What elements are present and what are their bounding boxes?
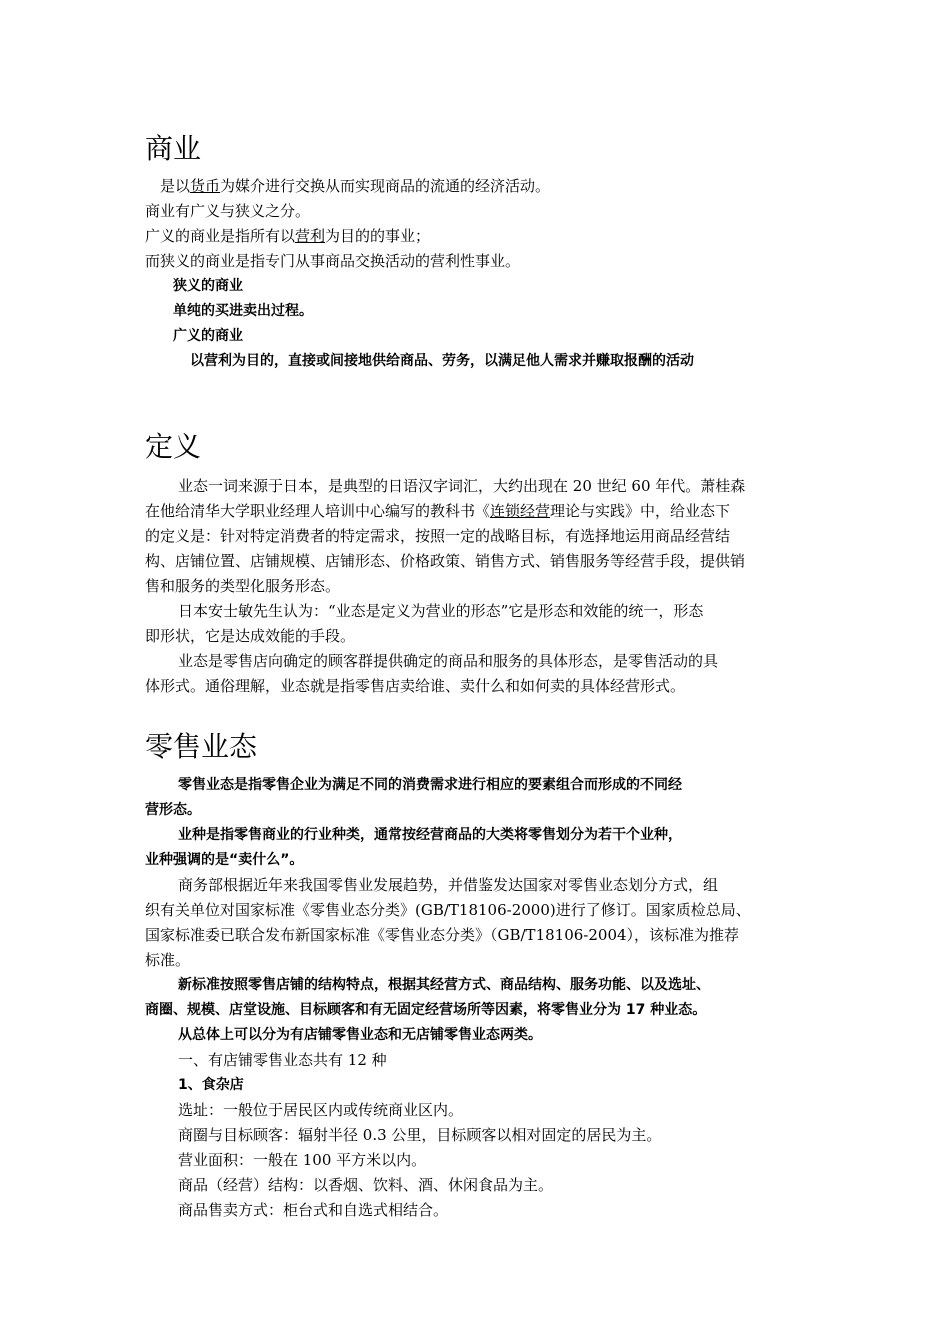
narrow-commerce-title: 狭义的商业 bbox=[173, 278, 243, 294]
store-formats-heading: 一、有店铺零售业态共有 12 种 bbox=[178, 1051, 387, 1069]
commerce-line-4: 而狭义的商业是指专门从事商品交换活动的营利性事业。 bbox=[145, 252, 521, 270]
retail-bold-1-line-1: 零售业态是指零售企业为满足不同的消费需求进行相应的要素组合而形成的不同经 bbox=[178, 777, 682, 793]
grocery-detail-sales-method: 商品售卖方式：柜台式和自选式相结合。 bbox=[178, 1201, 449, 1219]
section-title-commerce: 商业 bbox=[145, 132, 202, 165]
commerce-line-3 bbox=[145, 226, 430, 246]
retail-p1-line-3: 国家标准委已联合发布新国家标准《零售业态分类》（GB/T18106-2004），该标准为推荐 bbox=[145, 926, 740, 944]
commerce-line-2: 商业有广义与狭义之分。 bbox=[145, 202, 311, 220]
definition-p2-line-2: 即形状，它是达成效能的手段。 bbox=[145, 627, 356, 645]
retail-bold-3-line-2: 商圈、规模、店堂设施、目标顾客和有无固定经营场所等因素，将零售业分为 17 种业态。 bbox=[145, 1002, 707, 1018]
definition-p3-line-1: 业态是零售店向确定的顾客群提供确定的商品和服务的具体形态，是零售活动的具 bbox=[178, 652, 719, 670]
commerce-intro bbox=[160, 176, 550, 196]
retail-bold-2-line-2: 业种强调的是“卖什么”。 bbox=[145, 852, 304, 868]
definition-p3-line-2: 体形式。通俗理解，业态就是指零售店卖给谁、卖什么和如何卖的具体经营形式。 bbox=[145, 677, 686, 695]
definition-p1-line-2-pre: 在他给清华大学职业经理人培训中心编写的教科书《 bbox=[145, 502, 491, 520]
grocery-detail-product-structure: 商品（经营）结构：以香烟、饮料、酒、休闲食品为主。 bbox=[178, 1176, 554, 1194]
section-title-retail-formats: 零售业态 bbox=[145, 730, 258, 763]
commerce-line-3-pre: 广义的商业是指所有以 bbox=[145, 227, 296, 245]
grocery-detail-area: 营业面积：一般在 100 平方米以内。 bbox=[178, 1151, 427, 1169]
commerce-line-3-post: 为目的的事业； bbox=[325, 227, 431, 245]
section-title-definition: 定义 bbox=[145, 430, 202, 463]
definition-p2-line-1: 日本安士敏先生认为：“业态是定义为营业的形态”它是形态和效能的统一，形态 bbox=[178, 602, 704, 620]
item-title-grocery: 1、食杂店 bbox=[178, 1077, 244, 1093]
retail-p1-line-4: 标准。 bbox=[145, 951, 191, 969]
retail-bold-4: 从总体上可以分为有店铺零售业态和无店铺零售业态两类。 bbox=[178, 1027, 542, 1043]
link-currency[interactable]: 货币 bbox=[190, 177, 221, 195]
narrow-commerce-text: 单纯的买进卖出过程。 bbox=[173, 303, 313, 319]
link-chain-operation[interactable]: 连锁经营 bbox=[490, 502, 551, 520]
link-profit[interactable]: 营利 bbox=[295, 227, 326, 245]
commerce-intro-post: 为媒介进行交换从而实现商品的流通的经济活动。 bbox=[220, 177, 551, 195]
retail-p1-line-1: 商务部根据近年来我国零售业发展趋势，并借鉴发达国家对零售业态划分方式，组 bbox=[178, 876, 719, 894]
definition-p1-line-2 bbox=[145, 501, 730, 521]
broad-commerce-title: 广义的商业 bbox=[173, 328, 243, 344]
definition-p1-line-3: 的定义是：针对特定消费者的特定需求，按照一定的战略目标，有选择地运用商品经营结 bbox=[145, 527, 731, 545]
retail-p1-line-2: 织有关单位对国家标准《零售业态分类》(GB/T18106-2000)进行了修订。国家质检总局、 bbox=[145, 901, 751, 919]
broad-commerce-text: 以营利为目的，直接或间接地供给商品、劳务，以满足他人需求并赚取报酬的活动 bbox=[190, 353, 694, 369]
commerce-intro-pre: 是以 bbox=[160, 177, 191, 195]
grocery-detail-location: 选址：一般位于居民区内或传统商业区内。 bbox=[178, 1101, 464, 1119]
definition-p1-line-5: 售和服务的类型化服务形态。 bbox=[145, 577, 341, 595]
definition-p1-line-2-post: 理论与实践》中，给业态下 bbox=[550, 502, 731, 520]
retail-bold-1-line-2: 营形态。 bbox=[145, 802, 201, 818]
retail-bold-2-line-1: 业种是指零售商业的行业种类，通常按经营商品的大类将零售划分为若干个业种， bbox=[178, 827, 682, 843]
definition-p1-line-1: 业态一词来源于日本，是典型的日语汉字词汇，大约出现在 20 世纪 60 年代。萧桂森 bbox=[178, 477, 746, 495]
retail-bold-3-line-1: 新标准按照零售店铺的结构特点，根据其经营方式、商品结构、服务功能、以及选址、 bbox=[178, 977, 710, 993]
grocery-detail-trade-area: 商圈与目标顾客：辐射半径 0.3 公里，目标顾客以相对固定的居民为主。 bbox=[178, 1126, 662, 1144]
definition-p1-line-4: 构、店铺位置、店铺规模、店铺形态、价格政策、销售方式、销售服务等经营手段，提供销 bbox=[145, 552, 746, 570]
